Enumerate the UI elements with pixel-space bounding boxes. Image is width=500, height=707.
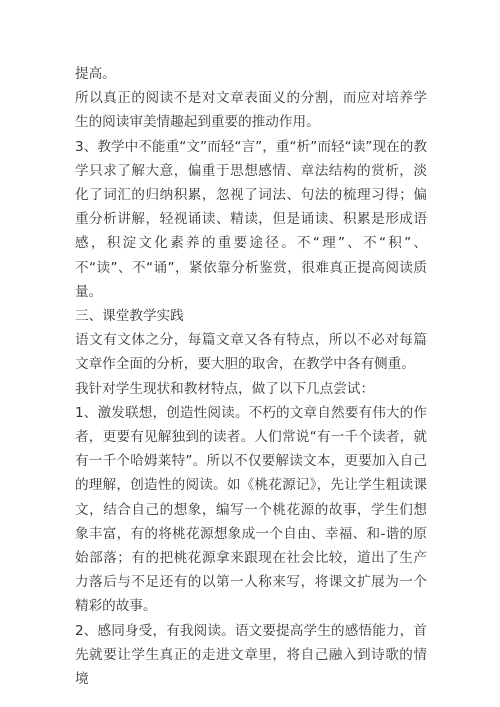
paragraph-point-3: 3、教学中不能重“文”而轻“言”，重“析”而轻“读”现在的教学只求了解大意，偏重于思想感情、章法结构的赏析，淡化了词汇的归纳积累，忽视了词法、句法的梳理习得；偏重分析讲解，轻视诵读、精读，但是诵读、积累是形成语感，积淀文化素养的重要途径。不“理”、不“积”、不“读”、不“诵”，紧依靠分析鉴赏，很难真正提高阅读质量。 bbox=[75, 138, 427, 300]
paragraph-continuation: 提高。 bbox=[75, 66, 116, 82]
paragraph-item-2: 2、感同身受，有我阅读。语文要提高学生的感悟能力，首先就要让学生真正的走进文章里，将自己融入到诗歌的情境 bbox=[75, 622, 427, 688]
paragraph-reading-purpose: 所以真正的阅读不是对文章表面义的分割，而应对培养学生的阅读审美情趣起到重要的推动作用。 bbox=[75, 90, 427, 131]
document-body bbox=[75, 62, 427, 691]
paragraph-attempts-intro: 我针对学生现状和教材特点，做了以下几点尝试： bbox=[75, 380, 375, 397]
section-heading-classroom-practice: 三、课堂教学实践 bbox=[75, 308, 184, 325]
paragraph-item-1: 1、激发联想，创造性阅读。不朽的文章自然要有伟大的作者，更要有见解独到的读者。人们常说“有一千个读者，就有一千个哈姆莱特”。所以不仅要解读文本，更要加入自己的理解，创造性的阅读。如《桃花源记》，先让学生粗读课文，结合自己的想象，编写一个桃花源的故事，学生们想象丰富，有的将桃花源想象成一个自由、幸福、和-谐的原始部落；有的把桃花源拿来跟现在社会比较，道出了生产力落后与不足还有的以第一人称来写，将课文扩展为一个精彩的故事。 bbox=[75, 404, 427, 615]
paragraph-genre-note: 语文有文体之分，每篇文章又各有特点，所以不必对每篇文章作全面的分析，要大胆的取舍，在教学中各有侧重。 bbox=[75, 332, 427, 373]
